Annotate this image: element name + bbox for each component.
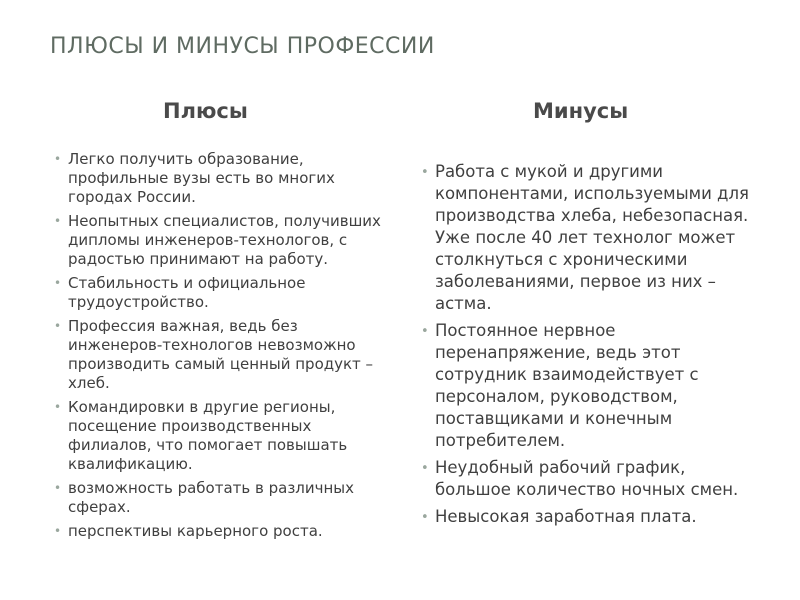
bullet-icon: • (54, 481, 62, 495)
bullet-icon: • (54, 524, 62, 538)
pros-item-text: Стабильность и официальное трудоустройство. (68, 274, 306, 311)
pros-item-text: Легко получить образование, профильные вузы есть во многих городах России. (68, 150, 335, 206)
cons-heading: Минусы (533, 99, 629, 123)
pros-list (54, 150, 384, 546)
bullet-icon: • (421, 510, 429, 525)
pros-item-text: Профессия важная, ведь без инженеров-технологов невозможно производить самый ценный продукт – хлеб. (68, 317, 374, 392)
bullet-icon: • (54, 152, 62, 166)
list-item (54, 150, 384, 207)
pros-item-text: Неопытных специалистов, получивших дипломы инженеров-технологов, с радостью принимают на работу. (68, 212, 381, 268)
list-item (54, 317, 384, 393)
cons-item-text: Невысокая заработная плата. (435, 507, 697, 526)
pros-item-text: Командировки в другие регионы, посещение производственных филиалов, что помогает повышать квалификацию. (68, 398, 348, 473)
list-item (54, 274, 384, 312)
bullet-icon: • (421, 461, 429, 476)
list-item (421, 161, 751, 315)
pros-heading: Плюсы (163, 99, 248, 123)
pros-item-text: перспективы карьерного роста. (68, 522, 323, 540)
pros-item-text: возможность работать в различных сферах. (68, 479, 355, 516)
bullet-icon: • (421, 165, 429, 180)
bullet-icon: • (54, 400, 62, 414)
cons-item-text: Работа с мукой и другими компонентами, используемыми для производства хлеба, небезопасная. Уже после 40 лет технолог может столкнуться с хроническими заболеваниями, первое из них – астма. (435, 162, 749, 313)
bullet-icon: • (54, 276, 62, 290)
bullet-icon: • (421, 324, 429, 339)
bullet-icon: • (54, 319, 62, 333)
bullet-icon: • (54, 214, 62, 228)
list-item (54, 398, 384, 474)
list-item (54, 479, 384, 517)
list-item (54, 212, 384, 269)
list-item (421, 457, 751, 501)
cons-list (421, 161, 751, 533)
cons-item-text: Неудобный рабочий график, большое количество ночных смен. (435, 458, 739, 499)
cons-item-text: Постоянное нервное перенапряжение, ведь этот сотрудник взаимодействует с персоналом, руководством, поставщиками и конечным потребителем. (435, 321, 699, 450)
list-item (421, 320, 751, 452)
list-item (421, 506, 751, 528)
slide-title: ПЛЮСЫ И МИНУСЫ ПРОФЕССИИ (50, 34, 435, 59)
list-item (54, 522, 384, 541)
